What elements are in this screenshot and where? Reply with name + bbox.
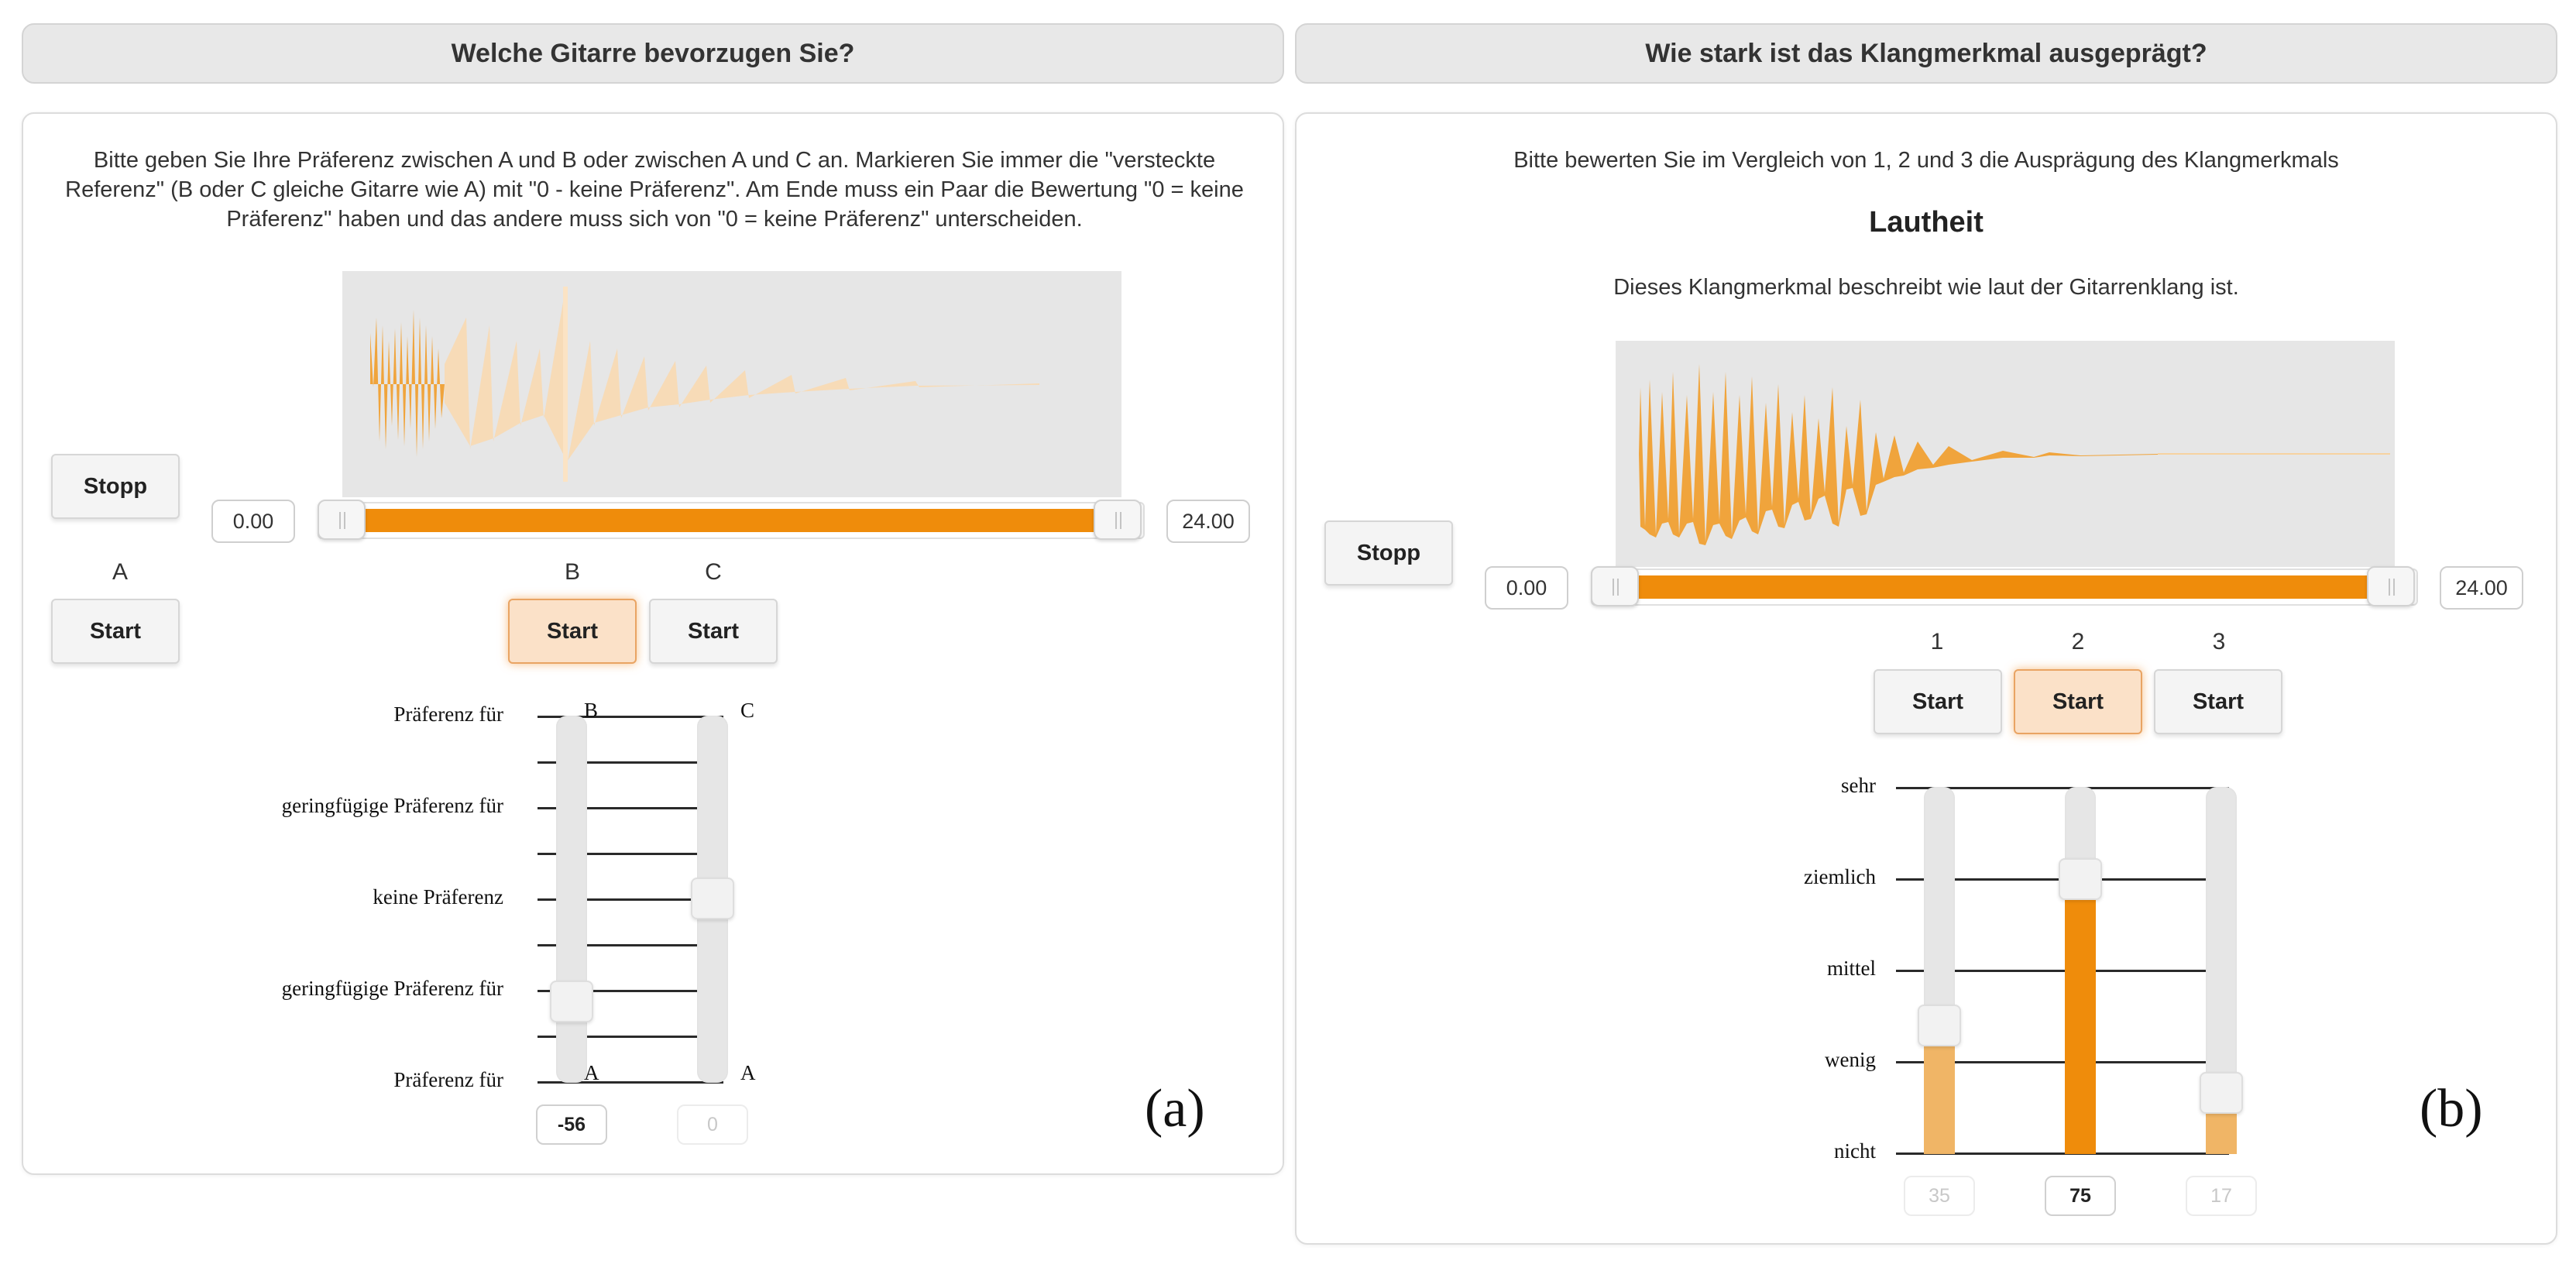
left-slider-b-bottom-label: A: [584, 1061, 599, 1084]
right-figure-label: (b): [2420, 1079, 2483, 1139]
left-start-button-b[interactable]: Start: [508, 599, 637, 664]
left-slider-c-top-label: C: [740, 699, 755, 722]
left-slider-b-handle[interactable]: [550, 981, 593, 1022]
left-slider-b-track[interactable]: [556, 716, 587, 1083]
left-slider-b-value[interactable]: -56: [536, 1104, 607, 1145]
right-time-end[interactable]: 24.00: [2440, 566, 2523, 610]
right-start-button-3[interactable]: Start: [2154, 669, 2282, 734]
left-col-label-b: B: [564, 559, 580, 585]
left-range-end-handle[interactable]: [1094, 500, 1142, 540]
left-slider-c-handle[interactable]: [691, 878, 734, 919]
left-start-button-a[interactable]: Start: [51, 599, 180, 664]
left-scale-label-1: Präferenz für: [393, 702, 503, 726]
right-panel-header: [1295, 23, 2557, 84]
right-slider-1-value[interactable]: 35: [1904, 1176, 1975, 1216]
right-range-fill: [1614, 575, 2396, 599]
right-start-button-2[interactable]: Start: [2014, 669, 2142, 734]
left-instruction: Bitte geben Sie Ihre Präferenz zwischen A und B oder zwischen A und C an. Markieren Sie immer die "versteckte Referenz" (B oder C gleiche Gitarre wie A) mit "0 - keine Präferenz". Am Ende muss ein Paar die Bewertung "0 = keine Präferenz" haben und das andere muss sich von "0 = keine Präferenz" unterscheiden.: [65, 148, 1244, 232]
right-time-start[interactable]: 0.00: [1485, 566, 1568, 610]
left-col-label-c: C: [705, 559, 722, 585]
left-scale-label-4: geringfügige Präferenz für: [281, 977, 503, 1000]
right-attribute-description: Dieses Klangmerkmal beschreibt wie laut der Gitarrenklang ist.: [1613, 275, 2239, 300]
right-scale-label-ziemlich: ziemlich: [1804, 865, 1876, 888]
left-slider-c-value[interactable]: 0: [677, 1104, 748, 1145]
right-waveform: [1616, 341, 2395, 567]
right-waveform-graphic: [1616, 341, 2395, 567]
left-range-fill: [341, 509, 1123, 532]
right-col-label-1: 1: [1930, 629, 1944, 654]
left-panel-header: [22, 23, 1284, 84]
left-waveform: [342, 271, 1121, 497]
right-slider-2-fill: [2065, 878, 2096, 1154]
left-slider-c-bottom-label: A: [740, 1061, 756, 1084]
left-range-start-handle[interactable]: [318, 500, 366, 540]
left-scale-label-3: keine Präferenz: [373, 885, 503, 909]
left-figure-label: (a): [1145, 1079, 1205, 1139]
right-stop-button[interactable]: Stopp: [1324, 520, 1453, 586]
right-slider-3-value[interactable]: 17: [2186, 1176, 2257, 1216]
left-slider-b-top-label: B: [584, 699, 599, 722]
right-col-label-3: 3: [2212, 629, 2226, 654]
left-time-start[interactable]: 0.00: [211, 500, 295, 543]
right-scale-label-nicht: nicht: [1834, 1139, 1876, 1163]
left-stop-button[interactable]: Stopp: [51, 454, 180, 519]
right-col-label-2: 2: [2071, 629, 2085, 654]
right-slider-2-value[interactable]: 75: [2045, 1176, 2116, 1216]
left-waveform-graphic: [342, 271, 1121, 497]
left-header-title: Welche Gitarre bevorzugen Sie?: [451, 38, 855, 68]
right-range-start-handle[interactable]: [1591, 566, 1639, 606]
right-range-end-handle[interactable]: [2367, 566, 2415, 606]
right-scale-label-sehr: sehr: [1841, 774, 1876, 797]
right-slider-2-handle[interactable]: [2059, 858, 2102, 900]
right-header-title: Wie stark ist das Klangmerkmal ausgeprägt?: [1645, 38, 2207, 68]
right-slider-3-handle[interactable]: [2200, 1072, 2243, 1114]
right-instruction: Bitte bewerten Sie im Vergleich von 1, 2 und 3 die Ausprägung des Klangmerkmals: [1513, 148, 2339, 173]
right-start-button-1[interactable]: Start: [1874, 669, 2002, 734]
left-scale-label-2: geringfügige Präferenz für: [281, 794, 503, 817]
left-start-button-c[interactable]: Start: [649, 599, 778, 664]
right-attribute-title: Lautheit: [1869, 206, 1984, 239]
left-time-end[interactable]: 24.00: [1166, 500, 1250, 543]
right-scale-label-mittel: mittel: [1827, 957, 1876, 980]
left-col-label-a: A: [112, 559, 128, 585]
right-scale-label-wenig: wenig: [1825, 1048, 1876, 1071]
right-slider-1-handle[interactable]: [1918, 1005, 1961, 1046]
left-scale-label-5: Präferenz für: [393, 1068, 503, 1091]
